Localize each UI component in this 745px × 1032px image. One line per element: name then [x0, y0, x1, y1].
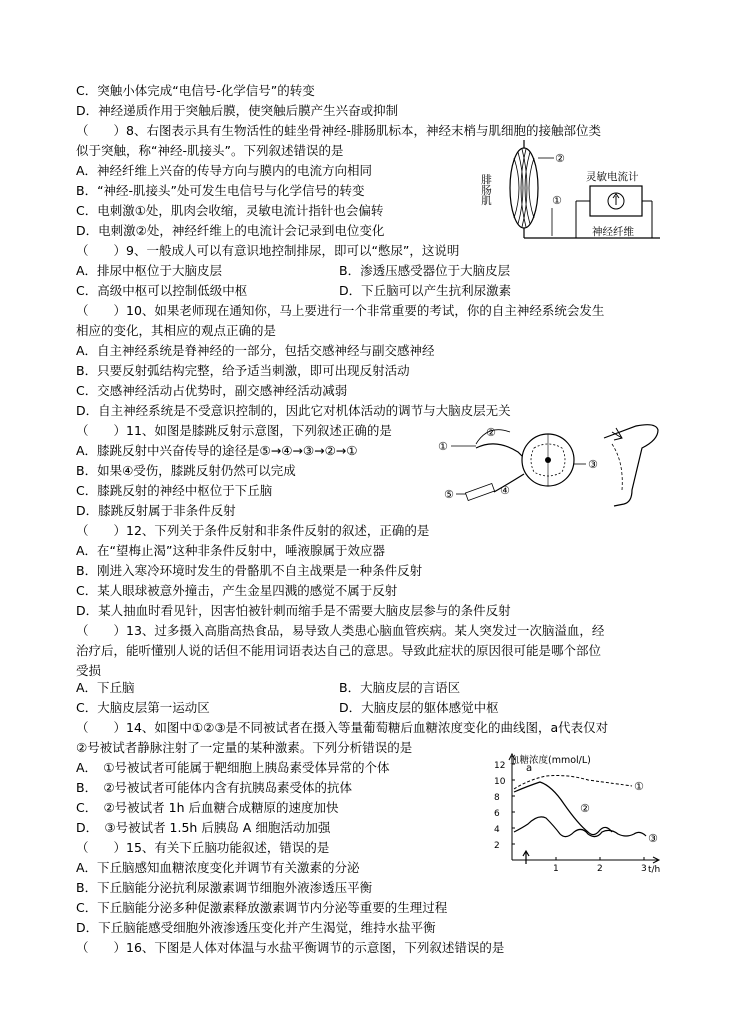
text-line: B．如果④受伤，膝跳反射仍然可以完成: [76, 463, 296, 478]
text-line: A．下丘脑感知血糖浓度变化并调节有关激素的分泌: [76, 860, 360, 875]
text-line: A．膝跳反射中兴奋传导的途径是⑤→④→③→②→①: [76, 443, 358, 458]
text-line: A．自主神经系统是脊神经的一部分，包括交感神经与副交感神经: [76, 343, 435, 358]
curve-3: [514, 817, 646, 837]
muscle-label: 腓肠肌: [480, 174, 492, 206]
text-line: （ ）12、下列关于条件反射和非条件反射的叙述，正确的是: [76, 523, 430, 538]
curve-1: [514, 776, 632, 790]
curve-label-1: ①: [634, 780, 644, 793]
mark-2: ②: [555, 152, 565, 165]
y-tick-label: 10: [494, 777, 506, 787]
curve-2: [514, 782, 612, 835]
text-line: （ ）15、有关下丘脑功能叙述，错误的是: [76, 840, 330, 855]
text-line: ②号被试者静脉注射了一定量的某种激素。下列分析错误的是: [76, 740, 413, 755]
y-tick-label: 4: [494, 825, 500, 835]
q9-option-a: A．排尿中枢位于大脑皮层: [76, 263, 223, 278]
x-tick-label: 1: [553, 864, 559, 874]
text-line: B．下丘脑能分泌抗利尿激素调节细胞外液渗透压平衡: [76, 880, 373, 895]
text-line: （ ）9、一般成人可以有意识地控制排尿，即可以“憋尿”，这说明: [76, 243, 460, 258]
text-line: C．某人眼球被意外撞击，产生金星四溅的感觉不属于反射: [76, 583, 398, 598]
glucose-chart: [488, 752, 666, 874]
y-tick-label: 8: [494, 793, 500, 803]
text-line: 似于突触，称“神经-肌接头”。下列叙述错误的是: [76, 143, 344, 158]
q9-option-c: C．高级中枢可以控制低级中枢: [76, 283, 248, 298]
text-line: C．交感神经活动占优势时，副交感神经活动减弱: [76, 383, 348, 398]
q13-option-c: C．大脑皮层第一运动区: [76, 700, 210, 715]
text-line: （ ）8、右图表示具有生物活性的蛙坐骨神经-腓肠肌标本，神经末梢与肌细胞的接触部位类: [76, 123, 601, 138]
q9-option-b: B．渗透压感受器位于大脑皮层: [339, 263, 511, 278]
mark-1: ①: [552, 194, 562, 207]
curve-label-3: ③: [648, 832, 658, 845]
text-line: C．膝跳反射的神经中枢位于下丘脑: [76, 483, 273, 498]
text-line: C． ②号被试者 1h 后血糖合成糖原的速度加快: [76, 800, 339, 815]
text-line: （ ）13、过多摄入高脂高热食品，易导致人类患心脑血管疾病。某人突发过一次脑溢血，经: [76, 623, 605, 638]
mark-1: ①: [438, 440, 448, 453]
text-line: 受损: [76, 663, 102, 678]
text-line: D．神经递质作用于突触后膜，使突触后膜产生兴奋或抑制: [76, 103, 399, 118]
q13-option-b: B．大脑皮层的言语区: [339, 680, 461, 695]
meter-label: 灵敏电流计: [586, 171, 639, 183]
nerve-muscle-figure: [480, 134, 662, 242]
text-line: 治疗后，能听懂别人说的话但不能用词语表达自己的意思。导致此症状的原因很可能是哪个部位: [76, 643, 602, 658]
text-line: C．下丘脑能分泌多种促激素释放激素调节内分泌等重要的生理过程: [76, 900, 448, 915]
a-label: a: [526, 763, 533, 774]
text-line: A．在“望梅止渴”这种非条件反射中，唾液腺属于效应器: [76, 543, 386, 558]
text-line: C．突触小体完成“电信号-化学信号”的转变: [76, 83, 315, 98]
text-line: B． ②号被试者可能体内含有抗胰岛素受体的抗体: [76, 780, 353, 795]
x-tick-label: 2: [597, 864, 603, 874]
x-axis-label: t/h: [648, 865, 661, 875]
text-line: D．自主神经系统是不受意识控制的，因此它对机体活动的调节与大脑皮层无关: [76, 403, 511, 418]
mark-5: ⑤: [444, 488, 454, 501]
text-line: B．刚进入寒冷环境时发生的骨骼肌不自主战栗是一种条件反射: [76, 563, 423, 578]
text-line: （ ）14、如图中①②③是不同被试者在摄入等量葡萄糖后血糖浓度变化的曲线图，a代表仅对: [76, 720, 609, 735]
y-tick-label: 6: [494, 809, 500, 819]
q9-option-d: D．下丘脑可以产生抗利尿激素: [339, 283, 512, 298]
mark-3: ③: [588, 458, 598, 471]
y-tick-label: 12: [494, 761, 506, 771]
text-line: （ ）10、如果老师现在通知你，马上要进行一个非常重要的考试，你的自主神经系统会发生: [76, 303, 605, 318]
text-line: D．某人抽血时看见针，因害怕被针刺而缩手是不需要大脑皮层参与的条件反射: [76, 603, 511, 618]
text-line: C．电刺激①处，肌肉会收缩，灵敏电流计指针也会偏转: [76, 203, 384, 218]
text-line: A．神经纤维上兴奋的传导方向与膜内的电流方向相同: [76, 163, 373, 178]
text-line: A． ①号被试者可能属于靶细胞上胰岛素受体异常的个体: [76, 760, 390, 775]
curve-label-2: ②: [580, 802, 590, 815]
y-axis-label: 血糖浓度(mmol/L): [510, 755, 591, 766]
y-tick-label: 2: [494, 841, 500, 851]
q13-option-d: D．大脑皮层的躯体感觉中枢: [339, 700, 499, 715]
mark-4: ④: [500, 484, 510, 497]
text-line: D．膝跳反射属于非条件反射: [76, 503, 236, 518]
text-line: D． ③号被试者 1.5h 后胰岛 A 细胞活动加强: [76, 820, 331, 835]
text-line: D．电刺激②处，神经纤维上的电流计会记录到电位变化: [76, 223, 385, 238]
text-line: （ ）11、如图是膝跳反射示意图，下列叙述正确的是: [76, 423, 392, 438]
q13-option-a: A．下丘脑: [76, 680, 135, 695]
fiber-label: 神经纤维: [592, 226, 634, 238]
text-line: B．只要反射弧结构完整，给予适当刺激，即可出现反射活动: [76, 363, 410, 378]
text-line: D．下丘脑能感受细胞外液渗透压变化并产生渴觉，维持水盐平衡: [76, 920, 436, 935]
text-line: 相应的变化，其相应的观点正确的是: [76, 323, 277, 338]
mark-2: ②: [486, 426, 496, 439]
text-line: B．“神经-肌接头”处可发生电信号与化学信号的转变: [76, 183, 365, 198]
text-line: （ ）16、下图是人体对体温与水盐平衡调节的示意图，下列叙述错误的是: [76, 940, 505, 955]
x-tick-label: 3: [641, 864, 647, 874]
knee-jerk-figure: [436, 418, 662, 510]
